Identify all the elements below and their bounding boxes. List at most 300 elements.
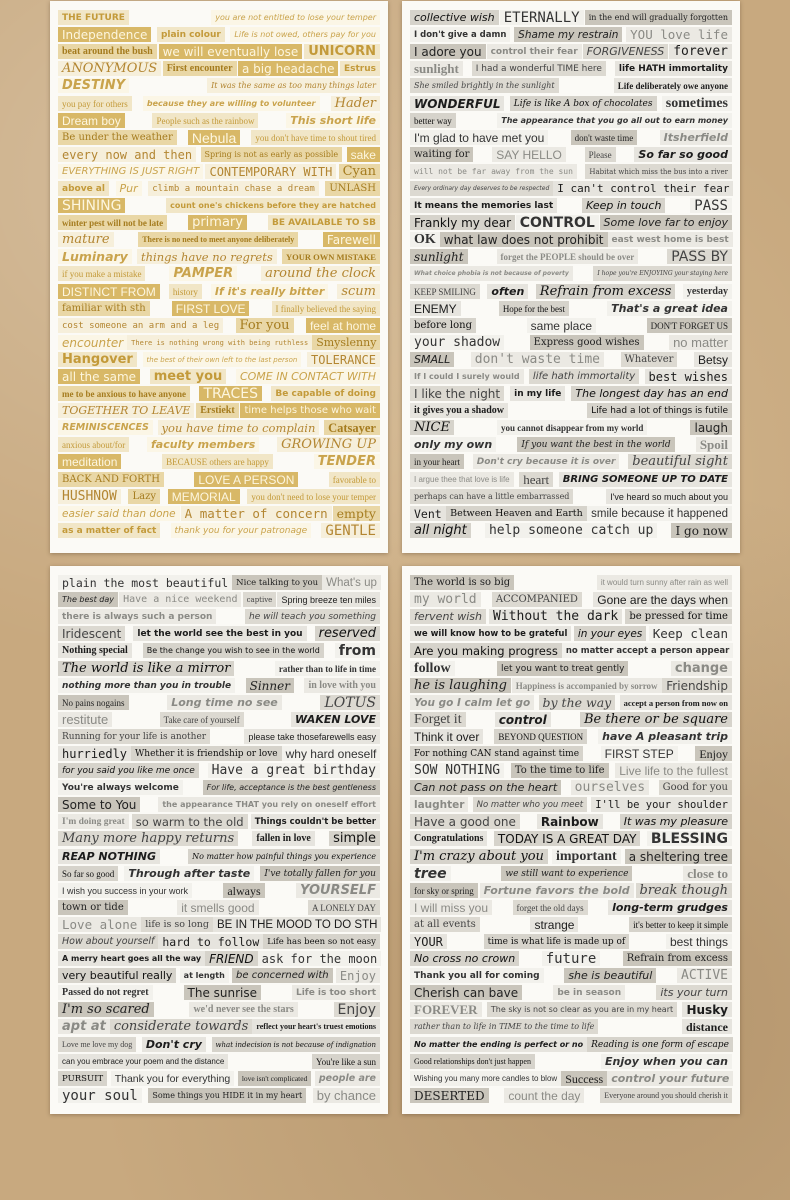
word-sticker[interactable]: WAKEN LOVE [291, 712, 380, 727]
word-sticker[interactable]: favorable to [329, 472, 380, 487]
word-sticker[interactable]: follow [410, 661, 455, 676]
word-sticker[interactable]: accept a person from now on [620, 695, 732, 710]
word-sticker[interactable]: I had a wonderful TIME here [472, 61, 606, 76]
word-sticker[interactable]: Some things you HIDE it in my heart [148, 1088, 306, 1103]
word-sticker[interactable]: The best day [58, 592, 118, 607]
word-sticker[interactable]: Every ordinary day deserves to be respected [410, 181, 553, 196]
word-sticker[interactable]: FIRST LOVE [172, 301, 250, 316]
word-sticker[interactable]: reserved [315, 626, 380, 641]
word-sticker[interactable]: important [552, 849, 621, 864]
word-sticker[interactable]: I finally believed the saying [272, 301, 380, 316]
word-sticker[interactable]: let you want to treat gently [497, 661, 628, 676]
word-sticker[interactable]: Catsayer [324, 420, 380, 435]
word-sticker[interactable]: Spoil [696, 437, 732, 452]
word-sticker[interactable]: close to [683, 866, 732, 881]
word-sticker[interactable]: people are [315, 1071, 380, 1086]
word-sticker[interactable]: be concerned with [232, 968, 333, 983]
word-sticker[interactable]: CONTEMPORARY WITH [205, 164, 336, 179]
word-sticker[interactable]: fervent wish [410, 609, 486, 624]
word-sticker[interactable]: PASS BY [667, 249, 732, 264]
word-sticker[interactable]: It means the memories last [410, 198, 557, 213]
word-sticker[interactable]: REAP NOTHING [58, 849, 160, 864]
word-sticker[interactable]: meet you [150, 369, 227, 384]
word-sticker[interactable]: we still want to experience [501, 866, 632, 881]
word-sticker[interactable]: apt at [58, 1019, 110, 1034]
word-sticker[interactable]: Shame my restrain [514, 27, 622, 42]
word-sticker[interactable]: I don't give a damn [410, 27, 510, 42]
word-sticker[interactable]: Hope for the best [499, 301, 569, 316]
word-sticker[interactable]: distance [682, 1019, 732, 1034]
word-sticker[interactable]: FORGIVENESS [583, 44, 669, 59]
word-sticker[interactable]: scum [337, 284, 380, 299]
word-sticker[interactable]: before long [410, 318, 476, 333]
word-sticker[interactable]: sunlight [410, 61, 463, 76]
word-sticker[interactable]: Luminary [58, 249, 132, 264]
word-sticker[interactable]: Spring breeze ten miles [277, 592, 380, 607]
word-sticker[interactable]: captive [243, 592, 277, 607]
word-sticker[interactable]: best wishes [645, 369, 732, 384]
word-sticker[interactable]: what law does not prohibit [440, 232, 608, 247]
word-sticker[interactable]: thank you for your patronage [171, 523, 312, 538]
word-sticker[interactable]: Smyslenny [312, 335, 380, 350]
word-sticker[interactable]: Life deliberately owe anyone [614, 78, 732, 93]
word-sticker[interactable]: For life, acceptance is the best gentleness [203, 780, 380, 795]
word-sticker[interactable]: be pressed for time [625, 609, 732, 624]
word-sticker[interactable]: Keep clean [649, 626, 732, 641]
word-sticker[interactable]: only my own [410, 437, 496, 452]
word-sticker[interactable]: in the end will gradually forgotten [585, 10, 732, 25]
word-sticker[interactable]: tree [410, 866, 451, 881]
word-sticker[interactable]: BECAUSE others are happy [162, 454, 273, 469]
word-sticker[interactable]: I'm crazy about you [410, 849, 548, 864]
word-sticker[interactable]: Can not pass on the heart [410, 780, 561, 795]
word-sticker[interactable]: will not be far away from the sun [410, 164, 577, 179]
word-sticker[interactable]: me to be anxious to have anyone [58, 386, 190, 401]
word-sticker[interactable]: there is always such a person [58, 609, 216, 624]
word-sticker[interactable]: I wish you success in your work [58, 883, 192, 898]
word-sticker[interactable]: There is nothing wrong with being ruthless [127, 335, 312, 350]
word-sticker[interactable]: Cyan [339, 164, 380, 179]
word-sticker[interactable]: you pay for others [58, 96, 132, 111]
word-sticker[interactable]: EVERYTHING IS JUST RIGHT [58, 164, 203, 179]
word-sticker[interactable]: ANONYMOUS [58, 61, 161, 76]
word-sticker[interactable]: let the world see the best in you [133, 626, 306, 641]
word-sticker[interactable]: Express good wishes [530, 335, 644, 350]
word-sticker[interactable]: life is so long [141, 917, 213, 932]
word-sticker[interactable]: around the clock [261, 266, 380, 281]
word-sticker[interactable]: anxious about/for [58, 437, 129, 452]
word-sticker[interactable]: no matter [669, 335, 732, 350]
word-sticker[interactable]: beat around the bush [58, 44, 157, 59]
word-sticker[interactable]: love isn't complicated [238, 1071, 312, 1086]
word-sticker[interactable]: familiar with sth [58, 301, 150, 316]
word-sticker[interactable]: why hard oneself [282, 746, 381, 761]
word-sticker[interactable]: don't waste time [471, 352, 604, 367]
word-sticker[interactable]: SAY HELLO [492, 147, 566, 162]
word-sticker[interactable]: Whether it is friendship or love [131, 746, 282, 761]
word-sticker[interactable]: no matter accept a person appear [562, 643, 733, 658]
word-sticker[interactable]: strange [530, 917, 578, 932]
word-sticker[interactable]: LOVE A PERSON [194, 472, 298, 487]
word-sticker[interactable]: GROWING UP [277, 437, 380, 452]
word-sticker[interactable]: smile because it happened [587, 506, 732, 521]
word-sticker[interactable]: CONTROL [516, 215, 599, 230]
word-sticker[interactable]: primary [188, 215, 247, 230]
word-sticker[interactable]: The world is so big [410, 575, 514, 590]
word-sticker[interactable]: very beautiful really [58, 968, 176, 983]
word-sticker[interactable]: have A pleasant trip [598, 729, 732, 744]
word-sticker[interactable]: For nothing CAN stand against time [410, 746, 583, 761]
word-sticker[interactable]: time helps those who wait [240, 403, 380, 418]
word-sticker[interactable]: things have no regrets [137, 249, 277, 264]
word-sticker[interactable]: laughter [410, 797, 468, 812]
word-sticker[interactable]: Whatever [621, 352, 678, 367]
word-sticker[interactable]: UNLASH [325, 181, 380, 196]
word-sticker[interactable]: it smells good [177, 900, 258, 915]
word-sticker[interactable]: FRIEND [205, 951, 258, 966]
word-sticker[interactable]: faculty members [147, 437, 259, 452]
word-sticker[interactable]: Life is too short [292, 985, 380, 1000]
word-sticker[interactable]: Refrain from excess [623, 951, 732, 966]
word-sticker[interactable]: history [169, 284, 202, 299]
word-sticker[interactable]: Enjoy [336, 968, 380, 983]
word-sticker[interactable]: Lazy [128, 489, 160, 504]
word-sticker[interactable]: yesterday [683, 284, 732, 299]
word-sticker[interactable]: BEYOND QUESTION [494, 729, 587, 744]
word-sticker[interactable]: she is beautiful [564, 968, 656, 983]
word-sticker[interactable]: it gives you a shadow [410, 403, 508, 418]
word-sticker[interactable]: Are you making progress [410, 643, 562, 658]
word-sticker[interactable]: BRING SOMEONE UP TO DATE [559, 472, 732, 487]
word-sticker[interactable]: Don't cry because it is over [473, 454, 620, 469]
word-sticker[interactable]: count one's chickens before they are hatched [166, 198, 380, 213]
word-sticker[interactable]: So far so good [634, 147, 732, 162]
word-sticker[interactable]: all the same [58, 369, 140, 384]
word-sticker[interactable]: beautiful sight [628, 454, 732, 469]
word-sticker[interactable]: hard to follow [158, 934, 263, 949]
word-sticker[interactable]: my world [410, 592, 481, 607]
word-sticker[interactable]: Refrain from excess [536, 284, 676, 299]
word-sticker[interactable]: rather than to life in TIME to the time to life [410, 1019, 598, 1034]
word-sticker[interactable]: SHINING [58, 198, 125, 213]
word-sticker[interactable]: Take care of yourself [160, 712, 244, 727]
word-sticker[interactable]: There is no need to meet anyone deliberately [138, 232, 298, 247]
word-sticker[interactable]: long-term grudges [608, 900, 732, 915]
word-sticker[interactable]: ETERNALLY [500, 10, 584, 25]
word-sticker[interactable]: I will miss you [410, 900, 492, 915]
word-sticker[interactable]: Don't cry [142, 1037, 206, 1052]
word-sticker[interactable]: best things [666, 934, 732, 949]
word-sticker[interactable]: It was my pleasure [620, 814, 732, 829]
word-sticker[interactable]: Be capable of doing [271, 386, 380, 401]
word-sticker[interactable]: Thank you for everything [111, 1071, 235, 1086]
word-sticker[interactable]: YOUR [410, 934, 447, 949]
word-sticker[interactable]: ACCOMPANIED [492, 592, 582, 607]
word-sticker[interactable]: Everyone around you should cherish it [600, 1088, 732, 1103]
word-sticker[interactable]: don't waste time [571, 130, 638, 145]
word-sticker[interactable]: Love alone [58, 917, 141, 932]
word-sticker[interactable]: Happiness is accompanied by sorrow [512, 678, 662, 693]
word-sticker[interactable]: Some love far to enjoy [600, 215, 732, 230]
word-sticker[interactable]: Please [585, 147, 616, 162]
word-sticker[interactable]: OK [410, 232, 440, 247]
word-sticker[interactable]: for you said you like me once [58, 763, 199, 778]
word-sticker[interactable]: YOURSELF [296, 883, 380, 898]
word-sticker[interactable]: I've totally fallen for you [260, 866, 380, 881]
word-sticker[interactable]: Things couldn't be better [251, 814, 380, 829]
word-sticker[interactable]: PURSUIT [58, 1071, 107, 1086]
word-sticker[interactable]: No matter who you meet [473, 797, 587, 812]
word-sticker[interactable]: rather than to life in time [275, 661, 380, 676]
word-sticker[interactable]: LOTUS [320, 695, 380, 710]
word-sticker[interactable]: Pur [116, 181, 142, 196]
word-sticker[interactable]: Reading is one form of escape [587, 1037, 733, 1052]
word-sticker[interactable]: he will teach you something [245, 609, 380, 624]
word-sticker[interactable]: count the day [504, 1088, 584, 1103]
word-sticker[interactable]: control [495, 712, 551, 727]
word-sticker[interactable]: you don't have time to shout tired [251, 130, 380, 145]
word-sticker[interactable]: She smiled brightly in the sunlight [410, 78, 559, 93]
word-sticker[interactable]: plain colour [157, 27, 225, 42]
word-sticker[interactable]: NICE [410, 420, 454, 435]
word-sticker[interactable]: hurriedly [58, 746, 131, 761]
word-sticker[interactable]: YOUR OWN MISTAKE [282, 249, 380, 264]
word-sticker[interactable]: town or tide [58, 900, 128, 915]
word-sticker[interactable]: Dream boy [58, 113, 125, 128]
word-sticker[interactable]: A merry heart goes all the way [58, 951, 205, 966]
word-sticker[interactable]: A LONELY DAY [308, 900, 380, 915]
word-sticker[interactable]: Enjoy [334, 1002, 380, 1017]
word-sticker[interactable]: same place [527, 318, 596, 333]
word-sticker[interactable]: ENEMY [410, 301, 461, 316]
word-sticker[interactable]: it's better to keep it simple [629, 917, 732, 932]
word-sticker[interactable]: mature [58, 232, 114, 247]
word-sticker[interactable]: MEMORIAL [168, 489, 240, 504]
word-sticker[interactable]: plain the most beautiful [58, 575, 232, 590]
word-sticker[interactable]: forever [669, 44, 732, 59]
word-sticker[interactable]: Frankly my dear [410, 215, 515, 230]
word-sticker[interactable]: Between Heaven and Earth [446, 506, 587, 521]
word-sticker[interactable]: all night [410, 523, 471, 538]
word-sticker[interactable]: Success [561, 1071, 607, 1086]
word-sticker[interactable]: ourselves [571, 780, 649, 795]
word-sticker[interactable]: DESERTED [410, 1088, 489, 1103]
word-sticker[interactable]: People such as the rainbow [152, 113, 258, 128]
word-sticker[interactable]: What choice phobia is not because of poverty [410, 266, 573, 281]
word-sticker[interactable]: he is laughing [410, 678, 511, 693]
word-sticker[interactable]: at length [180, 968, 229, 983]
word-sticker[interactable]: life HATH immortality [615, 61, 732, 76]
word-sticker[interactable]: sometimes [662, 96, 732, 111]
word-sticker[interactable]: Keep in touch [582, 198, 665, 213]
word-sticker[interactable]: Nebula [188, 130, 240, 145]
word-sticker[interactable]: what indecision is not because of indignation [212, 1037, 380, 1052]
word-sticker[interactable]: If it's really bitter [211, 284, 328, 299]
word-sticker[interactable]: by the way [539, 695, 616, 710]
word-sticker[interactable]: we will eventually lose [159, 44, 303, 59]
word-sticker[interactable]: please take thosefarewells easy [244, 729, 380, 744]
word-sticker[interactable]: Life had a lot of things is futile [587, 403, 732, 418]
word-sticker[interactable]: Sinner [246, 678, 294, 693]
word-sticker[interactable]: collective wish [410, 10, 499, 25]
word-sticker[interactable]: The appearance that you go all out to earn money [497, 113, 732, 128]
word-sticker[interactable]: by chance [313, 1088, 380, 1103]
word-sticker[interactable]: the appearance THAT you rely on oneself effort [158, 797, 380, 812]
word-sticker[interactable]: Cherish can bave [410, 985, 522, 1000]
word-sticker[interactable]: TOLERANCE [307, 352, 380, 367]
word-sticker[interactable]: ask for the moon [258, 951, 382, 966]
word-sticker[interactable]: Wishing you many more candles to blow [410, 1071, 561, 1086]
word-sticker[interactable]: sunlight [410, 249, 468, 264]
word-sticker[interactable]: If you want the best in the world [517, 437, 674, 452]
word-sticker[interactable]: First encounter [163, 61, 237, 76]
word-sticker[interactable]: Live life to the fullest [615, 763, 732, 778]
word-sticker[interactable]: Gone are the days when [593, 592, 732, 607]
word-sticker[interactable]: I adore you [410, 44, 486, 59]
word-sticker[interactable]: Nice talking to you [232, 575, 322, 590]
word-sticker[interactable]: You're always welcome [58, 780, 183, 795]
word-sticker[interactable]: if you make a mistake [58, 266, 145, 281]
word-sticker[interactable]: nothing more than you in trouble [58, 678, 235, 693]
word-sticker[interactable]: Have a nice weekend [119, 592, 241, 607]
word-sticker[interactable]: waiting for [410, 147, 473, 162]
word-sticker[interactable]: FOREVER [410, 1002, 482, 1017]
word-sticker[interactable]: GENTLE [321, 523, 380, 538]
word-sticker[interactable]: control your future [607, 1071, 733, 1086]
word-sticker[interactable]: simple [329, 831, 380, 846]
word-sticker[interactable]: Thank you all for coming [410, 968, 544, 983]
word-sticker[interactable]: Enjoy [695, 746, 732, 761]
word-sticker[interactable]: often [487, 284, 528, 299]
word-sticker[interactable]: BLESSING [647, 831, 732, 846]
word-sticker[interactable]: HUSHNOW [58, 489, 121, 504]
word-sticker[interactable]: You're like a sun [312, 1054, 380, 1069]
word-sticker[interactable]: we will know how to be grateful [410, 626, 571, 641]
word-sticker[interactable]: Through after taste [124, 866, 254, 881]
word-sticker[interactable]: every now and then [58, 147, 196, 162]
word-sticker[interactable]: REMINISCENCES [58, 420, 153, 435]
word-sticker[interactable]: laugh [690, 420, 732, 435]
word-sticker[interactable]: TENDER [314, 454, 380, 469]
word-sticker[interactable]: the best of their own left to the last person [143, 352, 302, 367]
word-sticker[interactable]: change [671, 661, 732, 676]
word-sticker[interactable]: Life is not owed, others pay for you [230, 27, 380, 42]
word-sticker[interactable]: The world is like a mirror [58, 661, 234, 676]
word-sticker[interactable]: sake [347, 147, 380, 162]
word-sticker[interactable]: How about yourself [58, 934, 158, 949]
word-sticker[interactable]: Spring is not as early as possible [201, 147, 343, 162]
word-sticker[interactable]: heart [519, 472, 553, 487]
word-sticker[interactable]: Estrus [340, 61, 380, 76]
word-sticker[interactable]: Passed do not regret [58, 985, 153, 1000]
word-sticker[interactable]: To the time to life [511, 763, 609, 778]
word-sticker[interactable]: So far so good [58, 866, 118, 881]
word-sticker[interactable]: No pains nogains [58, 695, 129, 710]
word-sticker[interactable]: SOW NOTHING [410, 763, 504, 778]
word-sticker[interactable]: Farewell [323, 232, 380, 247]
word-sticker[interactable]: Erstiekt [196, 403, 238, 418]
word-sticker[interactable]: Enjoy when you can [601, 1054, 732, 1069]
word-sticker[interactable]: life hath immortality [529, 369, 639, 384]
word-sticker[interactable]: I like the night [410, 386, 504, 401]
word-sticker[interactable]: I'm doing great [58, 814, 129, 829]
word-sticker[interactable]: The sunrise [184, 985, 262, 1000]
word-sticker[interactable]: Love me love my dog [58, 1037, 136, 1052]
word-sticker[interactable]: climb a mountain chase a dream [148, 181, 319, 196]
word-sticker[interactable]: The longest day has an end [571, 386, 732, 401]
word-sticker[interactable]: I argue thee that love is life [410, 472, 514, 487]
word-sticker[interactable]: Many more happy returns [58, 831, 238, 846]
word-sticker[interactable]: for sky or spring [410, 883, 478, 898]
word-sticker[interactable]: SMALL [410, 352, 454, 367]
word-sticker[interactable]: empty [333, 506, 380, 521]
word-sticker[interactable]: Life is like A box of chocolates [510, 96, 657, 111]
word-sticker[interactable]: Friendship [662, 678, 732, 693]
word-sticker[interactable]: future [542, 951, 601, 966]
word-sticker[interactable]: THE FUTURE [58, 10, 129, 25]
word-sticker[interactable]: I've heard so much about you [606, 489, 732, 504]
word-sticker[interactable]: Congratulations [410, 831, 487, 846]
word-sticker[interactable]: east west home is best [608, 232, 733, 247]
word-sticker[interactable]: reflect your heart's truest emotions [252, 1019, 380, 1034]
word-sticker[interactable]: Independence [58, 27, 151, 42]
word-sticker[interactable]: its your turn [656, 985, 732, 1000]
word-sticker[interactable]: This short life [286, 113, 380, 128]
word-sticker[interactable]: For you [236, 318, 294, 333]
word-sticker[interactable]: Without the dark [489, 609, 622, 624]
word-sticker[interactable]: from [335, 643, 380, 658]
word-sticker[interactable]: better way [410, 113, 456, 128]
word-sticker[interactable]: The sky is not so clear as you are in my heart [487, 1002, 677, 1017]
word-sticker[interactable]: I'm glad to have met you [410, 130, 548, 145]
word-sticker[interactable]: meditation [58, 454, 121, 469]
word-sticker[interactable]: Fortune favors the bold [480, 883, 634, 898]
word-sticker[interactable]: Long time no see [167, 695, 282, 710]
word-sticker[interactable]: in your heart [410, 454, 464, 469]
word-sticker[interactable]: we'd never see the stars [189, 1002, 297, 1017]
word-sticker[interactable]: Be there or be square [580, 712, 732, 727]
word-sticker[interactable]: KEEP SMILING [410, 284, 480, 299]
word-sticker[interactable]: Good for you [659, 780, 732, 795]
word-sticker[interactable]: Husky [682, 1002, 732, 1017]
word-sticker[interactable]: Iridescent [58, 626, 125, 641]
word-sticker[interactable]: COME IN CONTACT WITH [236, 369, 380, 384]
word-sticker[interactable]: restitute [58, 712, 112, 727]
word-sticker[interactable]: You go I calm let go [410, 695, 534, 710]
word-sticker[interactable]: fallen in love [252, 831, 314, 846]
word-sticker[interactable]: feel at home [306, 318, 380, 333]
word-sticker[interactable]: Vent [410, 506, 446, 521]
word-sticker[interactable]: Hangover [58, 352, 137, 367]
word-sticker[interactable]: TOGETHER TO LEAVE [58, 403, 194, 418]
word-sticker[interactable]: Have a great birthday [208, 763, 380, 778]
word-sticker[interactable]: ACTIVE [677, 968, 732, 983]
word-sticker[interactable]: That's a great idea [607, 301, 732, 316]
word-sticker[interactable]: Good relationships don't just happen [410, 1054, 535, 1069]
word-sticker[interactable]: I can't control their fear [553, 181, 733, 196]
word-sticker[interactable]: DON'T FORGET US [647, 318, 732, 333]
word-sticker[interactable]: I'll be your shoulder [591, 797, 732, 812]
word-sticker[interactable]: a sheltering tree [625, 849, 732, 864]
word-sticker[interactable]: What's up [322, 575, 381, 590]
word-sticker[interactable]: your shadow [410, 335, 504, 350]
word-sticker[interactable]: TODAY IS A GREAT DAY [494, 831, 641, 846]
word-sticker[interactable]: you don't need to lose your temper [247, 489, 380, 504]
word-sticker[interactable]: cost someone an arm and a leg [58, 318, 223, 333]
word-sticker[interactable]: No cross no crown [410, 951, 519, 966]
word-sticker[interactable]: forget the old days [513, 900, 588, 915]
word-sticker[interactable]: as a matter of fact [58, 523, 160, 538]
